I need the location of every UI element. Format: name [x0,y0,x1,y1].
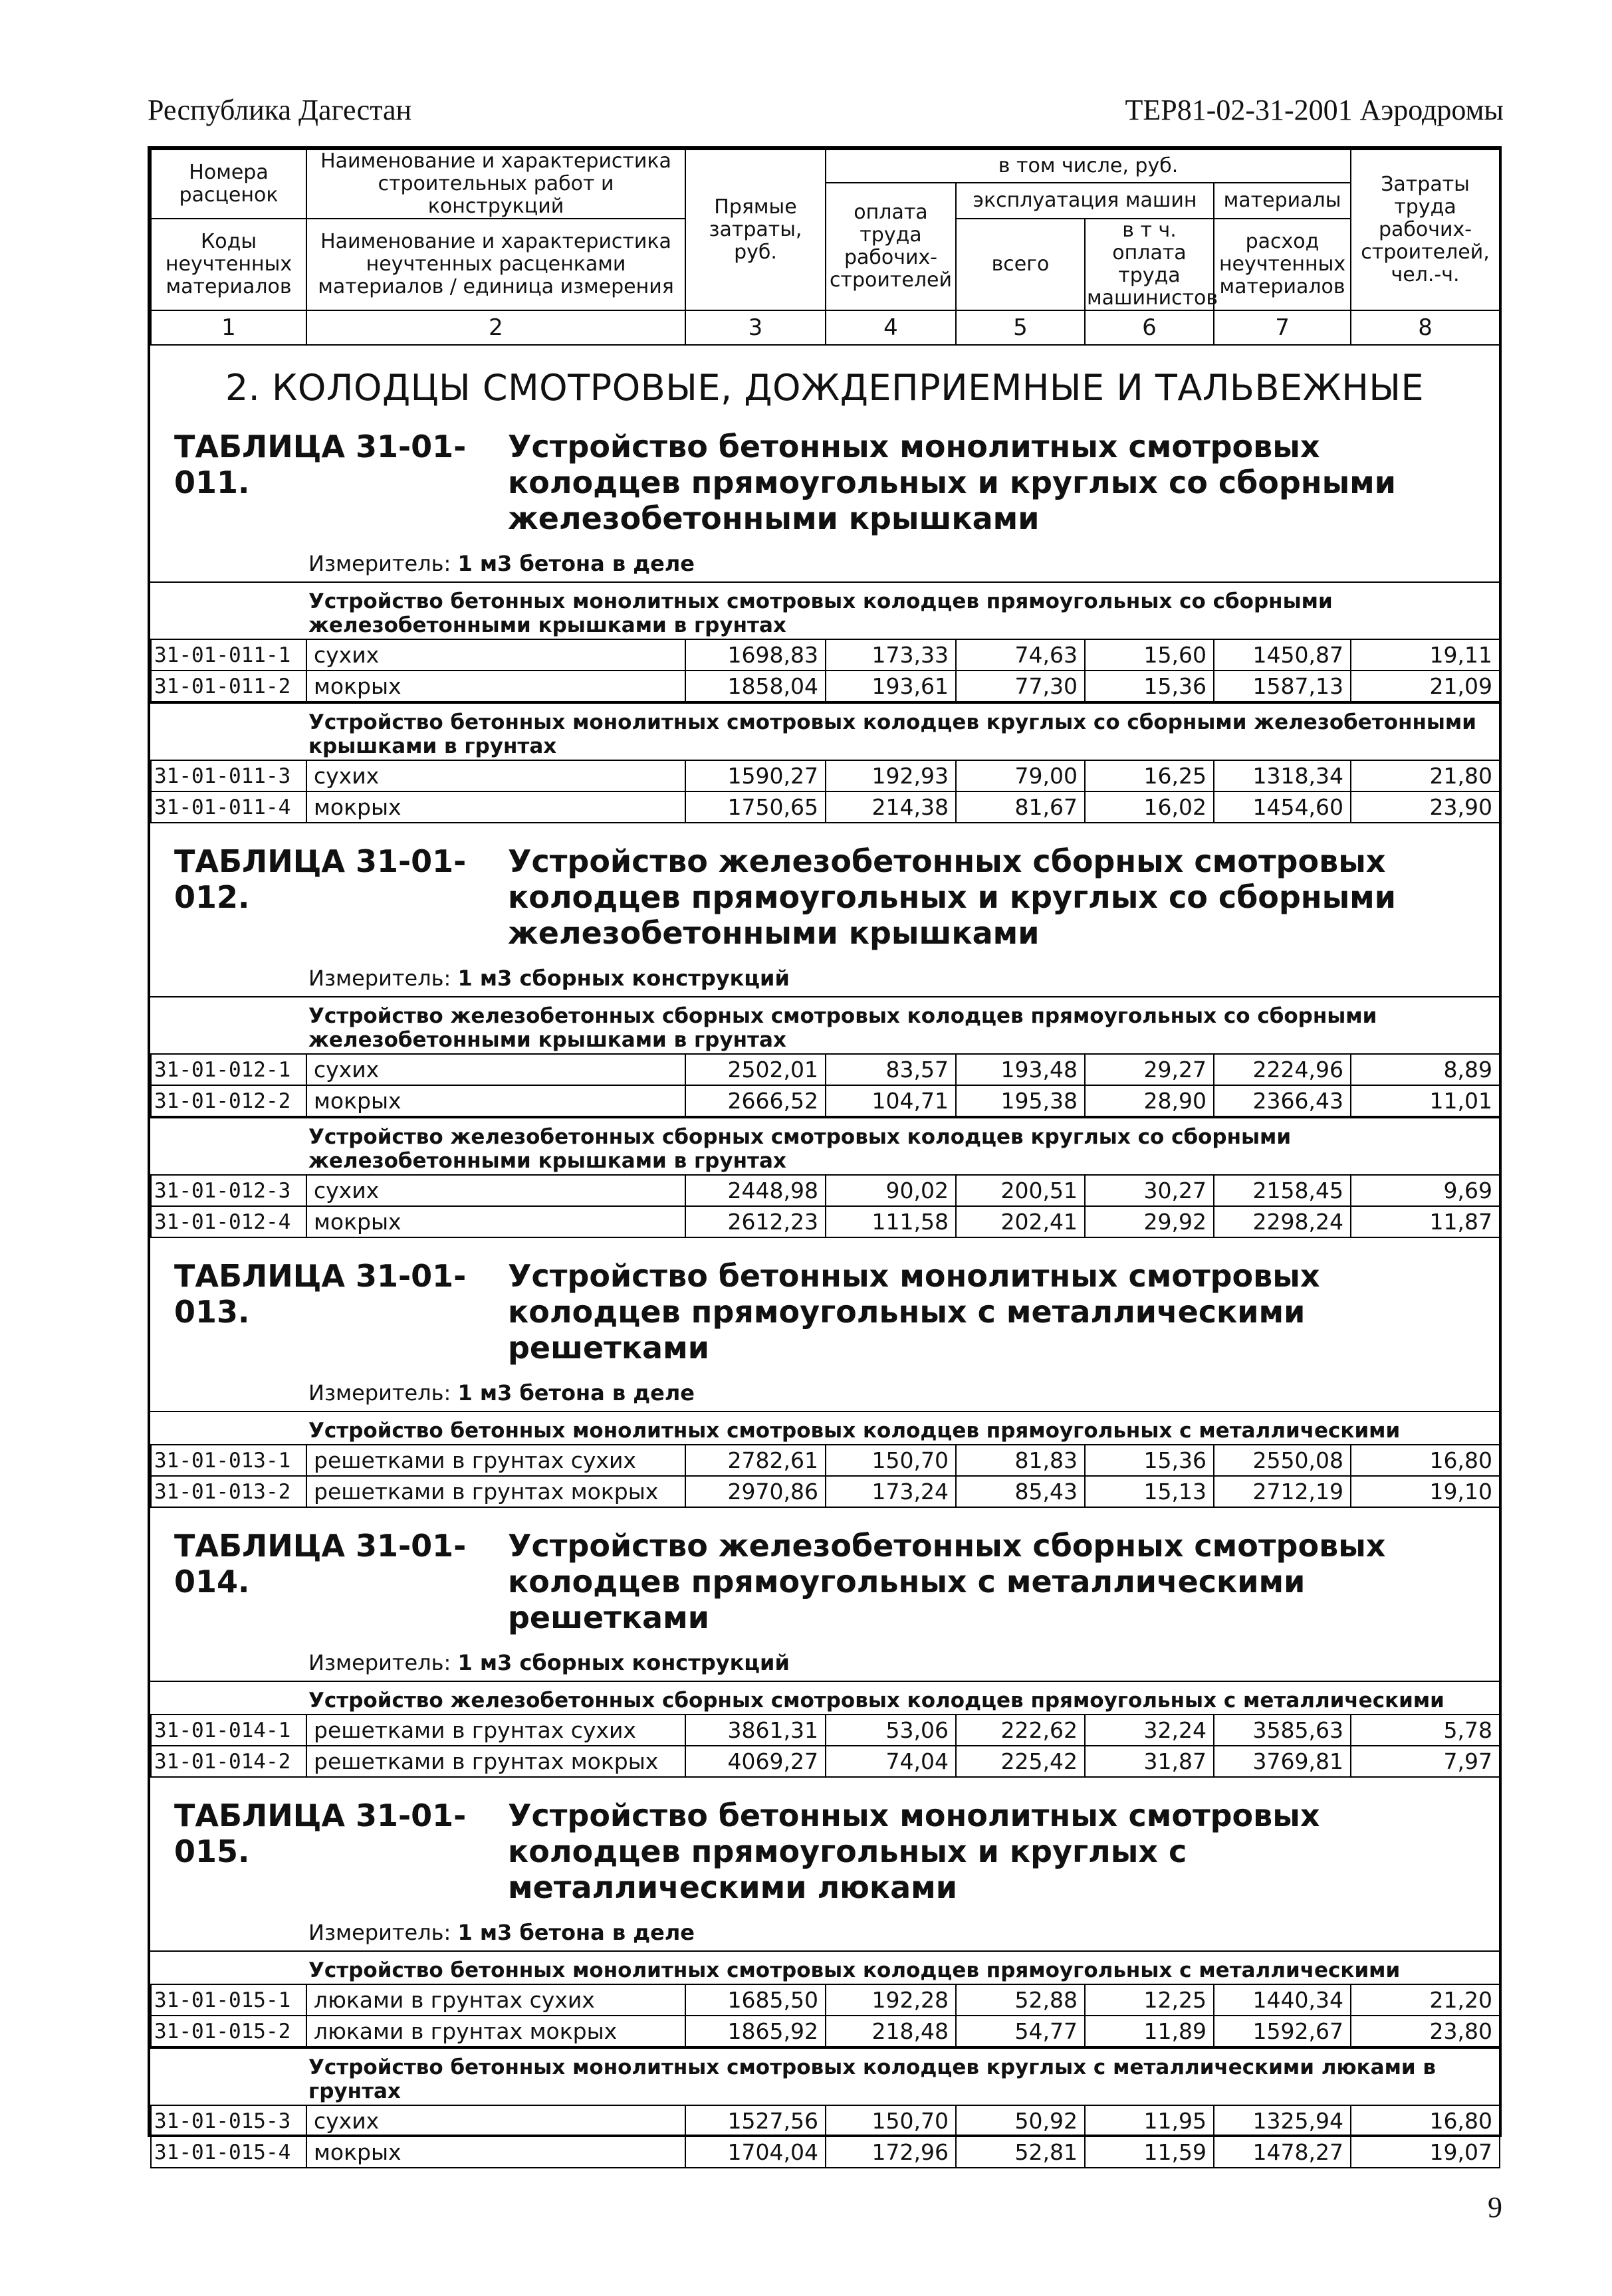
labor-hours-cell: 11,87 [1351,1206,1500,1237]
work-name-cell: сухих [306,639,685,671]
machinist-pay-cell: 30,27 [1085,1175,1214,1206]
work-name-cell: мокрых [306,2137,685,2168]
table-title [150,1258,1499,1366]
machinist-pay-cell: 11,89 [1085,2016,1214,2047]
machine-total-cell: 50,92 [956,2105,1085,2137]
labor-hours-cell: 19,07 [1351,2137,1500,2168]
labor-hours-cell: 21,09 [1351,671,1500,702]
rate-code-cell: 31-01-013-1 [151,1445,306,1476]
rate-code-cell: 31-01-014-2 [151,1746,306,1777]
labor-hours-cell: 7,97 [1351,1746,1500,1777]
materials-cell: 2224,96 [1214,1054,1351,1085]
col-materials: материалы [1214,183,1351,219]
direct-costs-cell: 4069,27 [685,1746,826,1777]
machine-total-cell: 202,41 [956,1206,1085,1237]
table-row [151,1445,1500,1476]
labor-pay-cell: 150,70 [826,1445,956,1476]
table-row [151,1746,1500,1777]
content [150,338,1499,2168]
table-row [151,2105,1500,2137]
col-labor-costs: Затраты труда рабочих-строителей, чел.-ч. [1351,150,1500,310]
machinist-pay-cell: 12,25 [1085,1984,1214,2016]
labor-pay-cell: 173,33 [826,639,956,671]
machine-total-cell: 54,77 [956,2016,1085,2047]
materials-cell: 2550,08 [1214,1445,1351,1476]
page-number: 9 [1488,2191,1502,2224]
rate-code-cell: 31-01-015-4 [151,2137,306,2168]
rate-code-cell: 31-01-015-2 [151,2016,306,2047]
measure-value: 1 м3 сборных конструкций [457,966,790,991]
direct-costs-cell: 1527,56 [685,2105,826,2137]
labor-hours-cell: 19,10 [1351,1476,1500,1507]
work-name-cell: мокрых [306,1206,685,1237]
work-name-cell: решетками в грунтах сухих [306,1715,685,1746]
col-number: 5 [956,310,1085,345]
rate-table-section [150,1528,1499,1778]
table-title [150,1798,1499,1905]
machine-total-cell: 200,51 [956,1175,1085,1206]
group-title: Устройство железобетонных сборных смотровых колодцев круглых со сборными железобетонными крышками в грунтах [150,1117,1499,1174]
col-machine-total: всего [956,219,1085,310]
table-code: ТАБЛИЦА 31-01-011. [174,429,467,500]
machine-total-cell: 222,62 [956,1715,1085,1746]
labor-hours-cell: 5,78 [1351,1715,1500,1746]
work-name-cell: люками в грунтах сухих [306,1984,685,2016]
group-title: Устройство железобетонных сборных смотровых колодцев прямоугольных со сборными железобетонными крышками в грунтах [150,996,1499,1053]
rates-table [150,639,1500,702]
machinist-pay-cell: 11,59 [1085,2137,1214,2168]
table-name: Устройство бетонных монолитных смотровых колодцев прямоугольных и круглых с металлическими люками [508,1798,1320,1905]
group-title: Устройство железобетонных сборных смотровых колодцев прямоугольных с металлическими [150,1681,1499,1714]
group-title: Устройство бетонных монолитных смотровых колодцев круглых со сборными железобетонными крышками в грунтах [150,702,1499,760]
table-row [151,1206,1500,1237]
measure-unit [308,1380,1499,1406]
machinist-pay-cell: 28,90 [1085,1085,1214,1116]
col-number: 7 [1214,310,1351,345]
rate-table-section [150,1798,1499,2168]
section-title: 2. КОЛОДЦЫ СМОТРОВЫЕ, ДОЖДЕПРИЕМНЫЕ И ТАЛЬВЕЖНЫЕ [225,367,1425,409]
table-row [151,671,1500,702]
table-row [151,1476,1500,1507]
machinist-pay-cell: 16,02 [1085,791,1214,823]
col-rate-numbers: Номера расценок [151,150,306,219]
table-row [151,1175,1500,1206]
rates-table [150,760,1500,823]
direct-costs-cell: 2612,23 [685,1206,826,1237]
rate-code-cell: 31-01-011-1 [151,639,306,671]
materials-cell: 1325,94 [1214,2105,1351,2137]
materials-cell: 1440,34 [1214,1984,1351,2016]
group-title: Устройство бетонных монолитных смотровых колодцев прямоугольных с металлическими [150,1950,1499,1984]
measure-unit [308,1920,1499,1945]
measure-label: Измеритель: [308,1920,451,1945]
labor-hours-cell: 16,80 [1351,1445,1500,1476]
labor-pay-cell: 214,38 [826,791,956,823]
table-row [151,639,1500,671]
machine-total-cell: 225,42 [956,1746,1085,1777]
col-labor-pay: оплата труда рабочих-строителей [826,183,956,310]
machinist-pay-cell: 31,87 [1085,1746,1214,1777]
rate-code-cell: 31-01-011-2 [151,671,306,702]
labor-pay-cell: 90,02 [826,1175,956,1206]
col-number: 4 [826,310,956,345]
rate-table-section [150,429,1499,823]
rate-code-cell: 31-01-012-2 [151,1085,306,1116]
materials-cell: 1592,67 [1214,2016,1351,2047]
labor-hours-cell: 11,01 [1351,1085,1500,1116]
table-title [150,843,1499,951]
measure-label: Измеритель: [308,551,451,576]
labor-pay-cell: 192,93 [826,760,956,791]
table-name: Устройство бетонных монолитных смотровых колодцев прямоугольных с металлическими решетками [508,1258,1320,1366]
work-name-cell: решетками в грунтах мокрых [306,1746,685,1777]
labor-hours-cell: 16,80 [1351,2105,1500,2137]
rate-code-cell: 31-01-015-1 [151,1984,306,2016]
rates-table [150,2105,1500,2168]
rate-code-cell: 31-01-013-2 [151,1476,306,1507]
table-row [151,2137,1500,2168]
machine-total-cell: 77,30 [956,671,1085,702]
rates-table [150,1984,1500,2047]
document-frame [148,146,1502,2165]
labor-hours-cell: 23,80 [1351,2016,1500,2047]
group-title: Устройство бетонных монолитных смотровых колодцев прямоугольных со сборными железобетонными крышками в грунтах [150,581,1499,639]
col-incl: в том числе, руб. [826,150,1351,183]
rate-table-section [150,843,1499,1238]
table-row [151,760,1500,791]
labor-pay-cell: 218,48 [826,2016,956,2047]
labor-pay-cell: 104,71 [826,1085,956,1116]
table-name: Устройство бетонных монолитных смотровых колодцев прямоугольных и круглых со сборными железобетонными крышками [508,429,1396,536]
work-name-cell: решетками в грунтах сухих [306,1445,685,1476]
measure-label: Измеритель: [308,1380,451,1406]
work-name-cell: люками в грунтах мокрых [306,2016,685,2047]
direct-costs-cell: 1750,65 [685,791,826,823]
machinist-pay-cell: 15,13 [1085,1476,1214,1507]
materials-cell: 1454,60 [1214,791,1351,823]
table-title [150,1528,1499,1635]
direct-costs-cell: 1698,83 [685,639,826,671]
measure-value: 1 м3 бетона в деле [457,1920,695,1945]
work-name-cell: сухих [306,1175,685,1206]
work-name-cell: решетками в грунтах мокрых [306,1476,685,1507]
machine-total-cell: 52,81 [956,2137,1085,2168]
materials-cell: 3585,63 [1214,1715,1351,1746]
direct-costs-cell: 1704,04 [685,2137,826,2168]
work-name-cell: мокрых [306,671,685,702]
machinist-pay-cell: 15,36 [1085,1445,1214,1476]
machinist-pay-cell: 29,27 [1085,1054,1214,1085]
direct-costs-cell: 2666,52 [685,1085,826,1116]
rate-code-cell: 31-01-011-4 [151,791,306,823]
table-code: ТАБЛИЦА 31-01-014. [174,1528,467,1600]
page-header [148,93,1504,130]
work-name-cell: сухих [306,2105,685,2137]
materials-cell: 1450,87 [1214,639,1351,671]
direct-costs-cell: 2782,61 [685,1445,826,1476]
rates-table [150,1714,1500,1778]
table-row [151,1715,1500,1746]
work-name-cell: мокрых [306,791,685,823]
col-number: 8 [1351,310,1500,345]
rate-code-cell: 31-01-015-3 [151,2105,306,2137]
machine-total-cell: 81,83 [956,1445,1085,1476]
labor-hours-cell: 21,20 [1351,1984,1500,2016]
labor-hours-cell: 21,80 [1351,760,1500,791]
col-material-codes: Коды неучтенных материалов [151,219,306,310]
direct-costs-cell: 1858,04 [685,671,826,702]
measure-value: 1 м3 бетона в деле [457,551,695,576]
rates-table [150,1053,1500,1117]
rates-table [150,1174,1500,1238]
machine-total-cell: 195,38 [956,1085,1085,1116]
rate-code-cell: 31-01-011-3 [151,760,306,791]
measure-label: Измеритель: [308,1650,451,1675]
header-region: Республика Дагестан [148,94,412,126]
rates-table [150,1444,1500,1508]
materials-cell: 2712,19 [1214,1476,1351,1507]
table-row [151,1984,1500,2016]
labor-pay-cell: 173,24 [826,1476,956,1507]
direct-costs-cell: 3861,31 [685,1715,826,1746]
labor-pay-cell: 172,96 [826,2137,956,2168]
table-code: ТАБЛИЦА 31-01-013. [174,1258,467,1330]
work-name-cell: мокрых [306,1085,685,1116]
table-code: ТАБЛИЦА 31-01-015. [174,1798,467,1869]
work-name-cell: сухих [306,1054,685,1085]
direct-costs-cell: 2502,01 [685,1054,826,1085]
group-title: Устройство бетонных монолитных смотровых колодцев круглых с металлическими люками в грунтах [150,2047,1499,2105]
col-number: 3 [685,310,826,345]
labor-pay-cell: 53,06 [826,1715,956,1746]
col-machine-ops: эксплуатация машин [956,183,1214,219]
direct-costs-cell: 1865,92 [685,2016,826,2047]
labor-hours-cell: 9,69 [1351,1175,1500,1206]
column-header-table [150,149,1500,346]
table-row [151,791,1500,823]
labor-pay-cell: 74,04 [826,1746,956,1777]
table-row [151,1085,1500,1116]
rate-code-cell: 31-01-012-4 [151,1206,306,1237]
machinist-pay-cell: 11,95 [1085,2105,1214,2137]
materials-cell: 1478,27 [1214,2137,1351,2168]
col-number: 2 [306,310,685,345]
labor-hours-cell: 23,90 [1351,791,1500,823]
machinist-pay-cell: 15,60 [1085,639,1214,671]
labor-hours-cell: 19,11 [1351,639,1500,671]
materials-cell: 1318,34 [1214,760,1351,791]
work-name-cell: сухих [306,760,685,791]
machine-total-cell: 79,00 [956,760,1085,791]
materials-cell: 2366,43 [1214,1085,1351,1116]
col-work-name: Наименование и характеристика строительных работ и конструкций [306,150,685,219]
machine-total-cell: 81,67 [956,791,1085,823]
machinist-pay-cell: 32,24 [1085,1715,1214,1746]
measure-value: 1 м3 сборных конструкций [457,1650,790,1675]
labor-pay-cell: 150,70 [826,2105,956,2137]
table-name: Устройство железобетонных сборных смотровых колодцев прямоугольных с металлическими решетками [508,1528,1386,1635]
measure-label: Измеритель: [308,966,451,991]
measure-unit [308,966,1499,991]
measure-value: 1 м3 бетона в деле [457,1380,695,1406]
measure-unit [308,1650,1499,1675]
group-title: Устройство бетонных монолитных смотровых колодцев прямоугольных с металлическими [150,1411,1499,1444]
col-incl-machinists: в т ч. оплата труда машинистов [1085,219,1214,310]
table-name: Устройство железобетонных сборных смотровых колодцев прямоугольных и круглых со сборными железобетонными крышками [508,843,1396,951]
col-direct-costs: Прямые затраты, руб. [685,150,826,310]
direct-costs-cell: 1590,27 [685,760,826,791]
machine-total-cell: 74,63 [956,639,1085,671]
direct-costs-cell: 2970,86 [685,1476,826,1507]
materials-cell: 2298,24 [1214,1206,1351,1237]
machinist-pay-cell: 29,92 [1085,1206,1214,1237]
direct-costs-cell: 1685,50 [685,1984,826,2016]
col-number: 1 [151,310,306,345]
labor-pay-cell: 192,28 [826,1984,956,2016]
table-row [151,2016,1500,2047]
machinist-pay-cell: 16,25 [1085,760,1214,791]
machinist-pay-cell: 15,36 [1085,671,1214,702]
labor-pay-cell: 111,58 [826,1206,956,1237]
col-number: 6 [1085,310,1214,345]
table-title [150,429,1499,536]
machine-total-cell: 85,43 [956,1476,1085,1507]
rate-code-cell: 31-01-014-1 [151,1715,306,1746]
rate-code-cell: 31-01-012-1 [151,1054,306,1085]
col-material-names: Наименование и характеристика неучтенных расценками материалов / единица измерения [306,219,685,310]
labor-pay-cell: 83,57 [826,1054,956,1085]
machine-total-cell: 193,48 [956,1054,1085,1085]
header-document-code: ТЕР81-02-31-2001 Аэродромы [1125,94,1504,126]
materials-cell: 2158,45 [1214,1175,1351,1206]
machine-total-cell: 52,88 [956,1984,1085,2016]
table-row [151,1054,1500,1085]
materials-cell: 3769,81 [1214,1746,1351,1777]
table-code: ТАБЛИЦА 31-01-012. [174,843,467,915]
labor-pay-cell: 193,61 [826,671,956,702]
rate-code-cell: 31-01-012-3 [151,1175,306,1206]
labor-hours-cell: 8,89 [1351,1054,1500,1085]
col-material-use: расход неучтенных материалов [1214,219,1351,310]
direct-costs-cell: 2448,98 [685,1175,826,1206]
rate-table-section [150,1258,1499,1508]
materials-cell: 1587,13 [1214,671,1351,702]
measure-unit [308,551,1499,576]
